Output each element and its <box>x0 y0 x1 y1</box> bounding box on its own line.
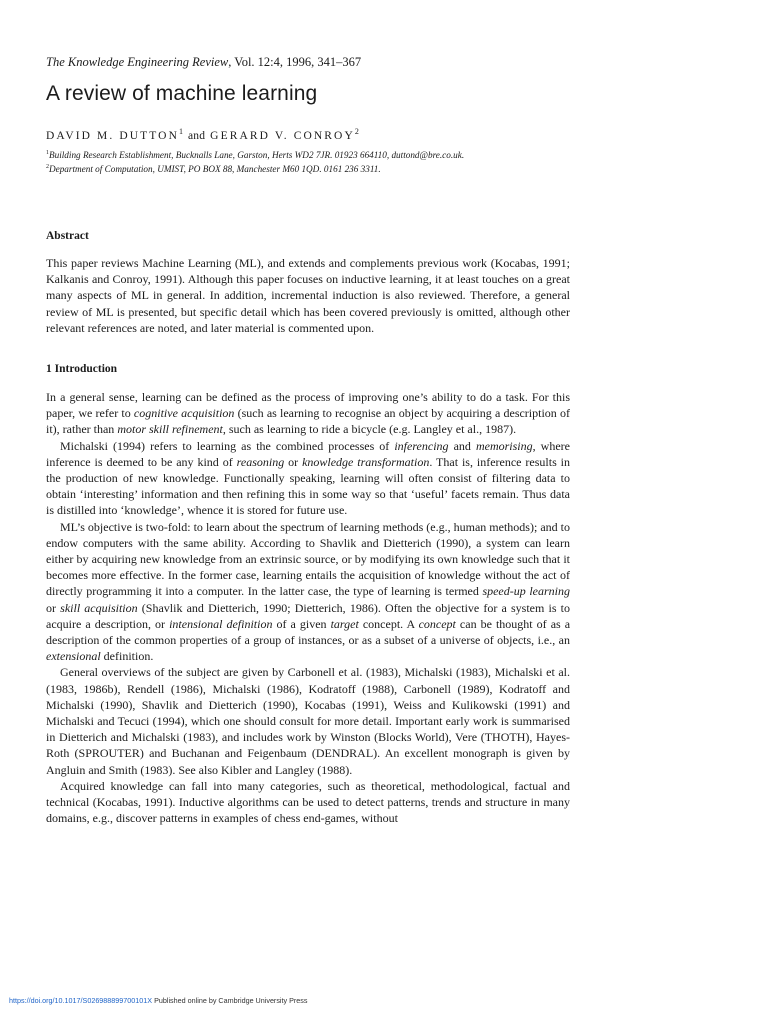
journal-header <box>46 55 570 70</box>
intro-paragraph-1: In a general sense, learning can be defined as the process of improving one’s ability to do a task. For this paper, we refer to cognitive acquisition (such as learning to recognise an object by acquiring a description of it), rather than motor skill refinement, such as learning to ride a bicycle (e.g. Langley et al., 1987). <box>46 389 570 437</box>
affiliation-1: $^1$Building Research Establishment, Bucknalls Lane, Garston, Herts WD2 7JR. 01923 664110, duttond@bre.co.uk. <box>46 149 465 160</box>
intro-paragraph-3: ML’s objective is two-fold: to learn about the spectrum of learning methods (e.g., human methods); and to endow computers with the same ability. According to Shavlik and Dietterich (1990), a system can learn either by acquiring new knowledge from an extrinsic source, or by modifying its own knowledge such that it becomes more effective. In the former case, learning entails the acquisition of knowledge without the act of directly programming it into a computer. In the latter case, the type of learning is termed speed-up learning or skill acquisition (Shavlik and Dietterich, 1990; Dietterich, 1986). Often the objective for a system is to acquire a description, or intensional definition of a given target concept. A concept can be thought of as a description of the common properties of a group of instances, or as a subset of a universe of objects, i.e., an extensional definition. <box>46 519 571 664</box>
published-note: Published online by Cambridge University Press <box>152 996 308 1005</box>
journal-details: , Vol. 12:4, 1996, 341–367 <box>228 55 362 69</box>
introduction-heading: 1 Introduction <box>46 362 118 375</box>
intro-paragraph-2: Michalski (1994) refers to learning as the combined processes of inferencing and memorising, where inference is deemed to be any kind of reasoning or knowledge transformation. That is, inference results in the production of new knowledge. Functionally speaking, learning will often consist of filtering data to obtain ‘interesting’ information and then refining this in some way so that ‘useful’ facets remain. Thus data is distilled into ‘knowledge’, whence it is stored for future use. <box>46 438 571 518</box>
journal-name: The Knowledge Engineering Review <box>46 55 229 69</box>
author-1-sup: 1 <box>178 127 183 136</box>
paper-title: A review of machine learning <box>46 82 318 105</box>
affiliation-2: $^2$Department of Computation, UMIST, PO BOX 88, Manchester M60 1QD. 0161 236 3311. <box>46 163 381 174</box>
intro-paragraph-5: Acquired knowledge can fall into many categories, such as theoretical, methodological, factual and technical (Kocabas, 1991). Inductive algorithms can be used to detect patterns, trends and structure in many domains, e.g., discover patterns in examples of chess end-games, without <box>46 778 570 826</box>
abstract-heading: Abstract <box>46 229 89 242</box>
author-1: DAVID M. DUTTON <box>46 129 179 142</box>
author-2-sup: 2 <box>354 127 359 136</box>
paper-page <box>46 50 570 826</box>
introduction-body <box>46 389 570 826</box>
author-line <box>46 127 570 142</box>
author-and: and <box>187 129 206 142</box>
author-2: GERARD V. CONROY <box>210 129 355 142</box>
affiliations <box>46 147 570 175</box>
footer <box>9 996 307 1005</box>
doi-link[interactable]: https://doi.org/10.1017/S026988899700101X <box>9 996 153 1005</box>
intro-paragraph-4: General overviews of the subject are given by Carbonell et al. (1983), Michalski (1983), Michalski et al. (1983, 1986b), Rendell (1986), Michalski (1986), Kodratoff (1988), Carbonell (1989), Kodratoff and Michalski (1990), Shavlik and Dietterich (1990), Kocabas (1991), Weiss and Kulikowski (1991) and Michalski and Tecuci (1994), which one should consult for more detail. Important early work is summarised in Dietterich and Michalski (1983), and includes work by Winston (Blocks World), Vere (THOTH), Hayes-Roth (SPROUTER) and Buchanan and Feigenbaum (DENDRAL). An excellent monograph is given by Angluin and Smith (1983). See also Kibler and Langley (1988). <box>46 665 570 777</box>
abstract-text: This paper reviews Machine Learning (ML), and extends and complements previous work (Kocabas, 1991; Kalkanis and Conroy, 1991). Although this paper focuses on inductive learning, it at least touches on a great many aspects of ML in general. In addition, incremental induction is also reviewed. Therefore, a general review of ML is presented, but specific detail which has been covered previously is omitted, although other relevant references are noted, and later material is commented upon. <box>46 255 570 335</box>
